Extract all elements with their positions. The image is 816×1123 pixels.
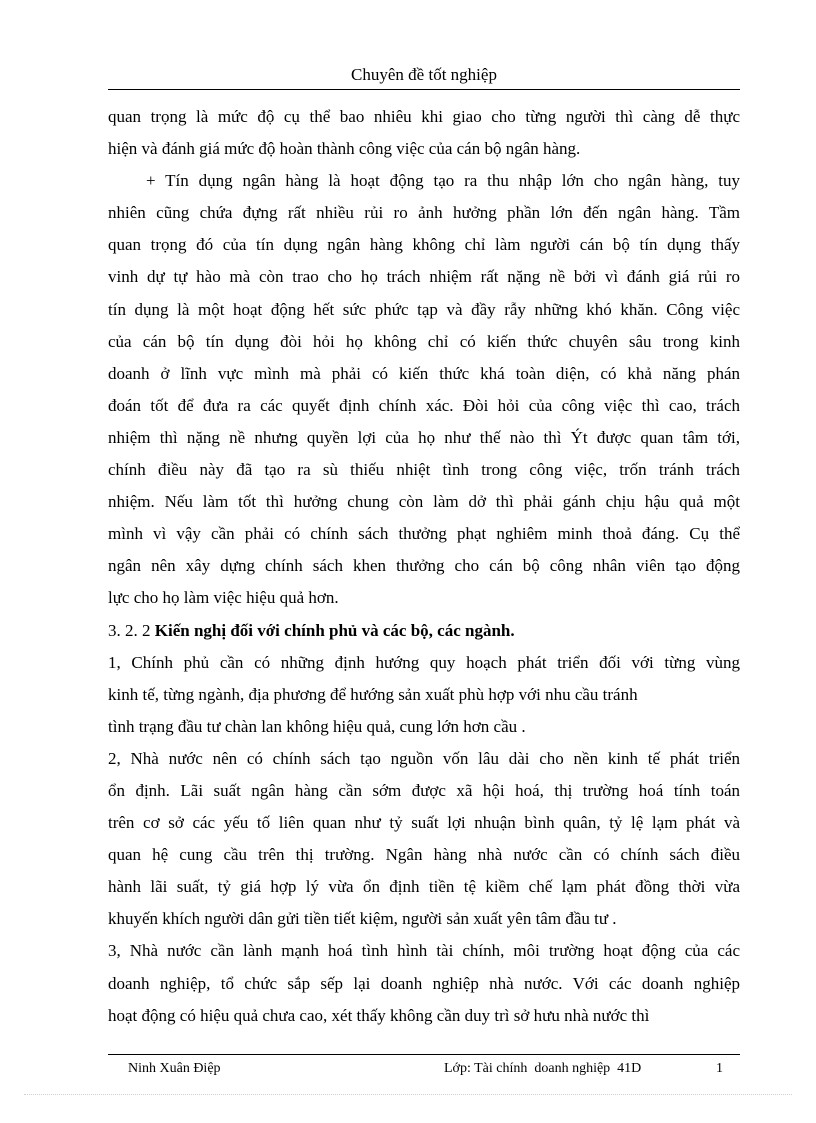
page-break-divider [24,1094,792,1095]
body-line: hiện và đánh giá mức độ hoàn thành công việc của cán bộ ngân hàng. [108,139,581,159]
body-line: nhiên cũng chứa đựng rất nhiều rủi ro ảnh hưởng phần lớn đến ngân hàng. Tầm [108,203,740,223]
body-line: nhiệm. Nếu làm tốt thì hưởng chung còn làm dở thì phải gánh chịu hậu quả một [108,492,740,512]
footer-page-number: 1 [716,1061,723,1076]
body-line: chính điều này đã tạo ra sù thiếu nhiệt tình trong công việc, trốn tránh trách [108,460,740,480]
body-line: lực cho họ làm việc hiệu quả hơn. [108,588,339,608]
section-number: 3. 2. 2 [108,620,155,640]
body-line: tình trạng đầu tư chàn lan không hiệu quả, cung lớn hơn cầu . [108,716,526,736]
header-rule [108,89,740,90]
body-line: 1, Chính phủ cần có những định hướng quy hoạch phát triển đối với từng vùng [108,652,740,672]
body-line: vinh dự tự hào mà còn trao cho họ trách nhiệm rất nặng nề bởi vì đánh giá rủi ro [108,267,740,287]
body-line: ổn định. Lãi suất ngân hàng cần sớm được xã hội hoá, thị trường hoá tính toán [108,780,740,800]
body-line: kinh tế, từng ngành, địa phương để hướng sản xuất phù hợp với nhu cầu tránh [108,684,638,704]
body-line: doanh nghiệp, tổ chức sắp sếp lại doanh nghiệp nhà nước. Với các doanh nghiệp [108,973,740,993]
body-line: 2, Nhà nước nên có chính sách tạo nguồn vốn lâu dài cho nền kinh tế phát triển [108,748,740,768]
body-line: 3, Nhà nước cần lành mạnh hoá tình hình tài chính, môi trường hoạt động của các [108,941,740,961]
document-body [108,101,740,1032]
body-line: nhiệm thì nặng nề nhưng quyền lợi của họ như thế nào thì Ýt được quan tâm tới, [108,427,740,447]
body-line: ngân nên xây dựng chính sách khen thưởng cho cán bộ công nhân viên tạo động [108,556,740,576]
body-line: tín dụng là một hoạt động hết sức phức tạp và đầy rẫy những khó khăn. Công việc [108,299,740,319]
body-line: của cán bộ tín dụng đòi hỏi họ không chỉ có kiến thức chuyên sâu trong kinh [108,331,740,351]
body-line: mình vì vậy cần phải có chính sách thưởng phạt nghiêm minh thoả đáng. Cụ thể [108,524,740,544]
footer-author: Ninh Xuân Điệp [128,1061,221,1076]
body-line: đoán tốt để đưa ra các quyết định chính xác. Đòi hỏi của công việc thì cao, trách [108,395,740,415]
body-line: hoạt động có hiệu quả chưa cao, xét thấy không cần duy trì sở hưu nhà nước thì [108,1005,650,1025]
footer-rule [108,1054,740,1055]
footer-class: Lớp: Tài chính doanh nghiệp 41D [444,1061,642,1076]
section-heading [108,615,740,647]
body-line: quan hệ cung cầu trên thị trường. Ngân hàng nhà nước cần có chính sách điều [108,845,740,865]
section-title: Kiến nghị đối với chính phủ và các bộ, các ngành. [154,620,515,640]
body-line: quan trọng đó của tín dụng ngân hàng không chỉ làm người cán bộ tín dụng thấy [108,235,740,255]
body-line: quan trọng là mức độ cụ thể bao nhiêu khi giao cho từng người thì càng dễ thực [108,107,740,126]
body-line: + Tín dụng ngân hàng là hoạt động tạo ra thu nhập lớn cho ngân hàng, tuy [146,171,740,191]
body-line: doanh ở lĩnh vực mình mà phải có kiến thức khá toàn diện, có khả năng phán [108,363,740,383]
page-header-title: Chuyên đề tốt nghiệp [351,65,497,84]
body-line: khuyến khích người dân gửi tiền tiết kiệm, người sản xuất yên tâm đầu tư . [108,909,617,929]
body-line: trên cơ sở các yếu tố liên quan như tỷ suất lợi nhuận bình quân, tỷ lệ lạm phát và [108,813,740,833]
body-line: hành lãi suất, tỷ giá hợp lý vừa ổn định tiền tệ kiềm chế lạm phát đồng thời vừa [108,877,740,897]
